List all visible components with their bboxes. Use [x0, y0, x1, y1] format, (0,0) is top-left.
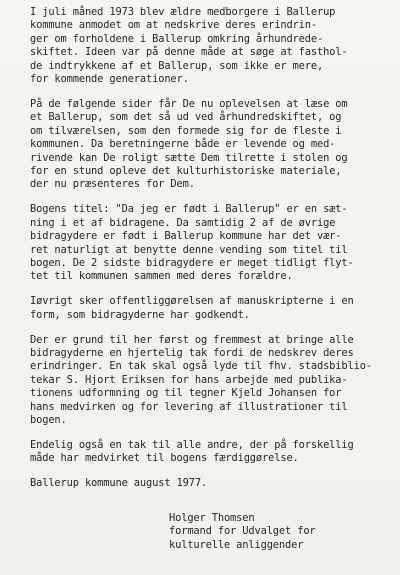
- text-line: for kommende generationer.: [30, 73, 189, 86]
- text-line: bidragyderne en hjertelig tak fordi de nedskrev deres: [30, 346, 354, 359]
- paragraph-dateline: [30, 477, 382, 490]
- text-line: Der er grund til her først og fremmest at bringe alle: [30, 333, 354, 346]
- text-line: tet til kommunen sammen med deres forældre.: [30, 270, 293, 283]
- text-line: Ballerup kommune august 1977.: [30, 477, 208, 490]
- text-line: I juli måned 1973 blev ældre medborgere i Ballerup: [30, 6, 336, 18]
- text-line: form, som bidragyderne har godkendt.: [30, 308, 250, 321]
- text-line: erindringer. En tak skal også lyde til fhv. stadsbiblio-: [30, 360, 372, 373]
- text-line: tekar S. Hjort Eriksen for hans arbejde med publika-: [30, 373, 348, 386]
- text-line: Bogens titel: "Da jeg er født i Ballerup" er en sæt-: [30, 203, 348, 216]
- text-line: om tilværelsen, som den formede sig for de fleste i: [30, 124, 342, 137]
- text-line: ger om forholdene i Ballerup omkring århundrede-: [30, 32, 324, 45]
- signature-name: Holger Thomsen: [169, 512, 255, 524]
- text-line: kommune anmodet om at nedskrive deres erindrin-: [30, 19, 317, 32]
- text-line: Iøvrigt sker offentliggørelsen af manuskripterne i en: [30, 295, 354, 308]
- text-line: tionens udformning og til tegner Kjeld Johansen for: [30, 387, 342, 400]
- text-line: bidragydere er født i Ballerup kommune har det vær-: [30, 230, 342, 243]
- signature-block: [169, 512, 389, 552]
- text-line: skiftet. Ideen var på denne måde at søge at fasthol-: [30, 46, 348, 59]
- paragraph-title: [30, 203, 382, 283]
- paragraph-publication: [30, 295, 382, 322]
- paragraph-thanks: [30, 334, 382, 428]
- body-text: [30, 6, 382, 502]
- text-line: måde har medvirket til bogens færdiggørelse.: [30, 452, 299, 465]
- text-line: Endelig også en tak til alle andre, der på forskellig: [30, 438, 354, 451]
- text-line: de indtrykkene af et Ballerup, som ikke er mere,: [30, 59, 324, 72]
- text-line: for en stund opleve det kulturhistoriske materiale,: [30, 164, 342, 177]
- text-line: rivende kan De roligt sætte Dem tilrette i stolen og: [30, 151, 348, 164]
- signature-role: formand for Udvalget for: [169, 525, 316, 538]
- paragraph-final-thanks: [30, 439, 382, 466]
- text-line: der nu præsenteres for Dem.: [30, 178, 195, 191]
- text-line: ning i et af bidragene. Da samtidig 2 af de øvrige: [30, 216, 336, 229]
- text-line: kommunen. Da beretningerne både er levende og med-: [30, 138, 336, 151]
- text-line: hans medvirken og for levering af illustrationer til: [30, 400, 348, 413]
- text-line: et Ballerup, som det så ud ved århundredskiftet, og: [30, 111, 342, 124]
- paragraph-reading: [30, 98, 382, 192]
- text-line: bogen.: [30, 413, 67, 426]
- text-line: På de følgende sider får De nu oplevelsen at læse om: [30, 97, 348, 110]
- text-line: bogen. De 2 sidste bidragydere er meget tidligt flyt-: [30, 256, 354, 269]
- signature-role: kulturelle anliggender: [169, 538, 304, 551]
- paragraph-intro: [30, 6, 382, 86]
- text-line: ret naturligt at benytte denne vending som titel til: [30, 243, 348, 256]
